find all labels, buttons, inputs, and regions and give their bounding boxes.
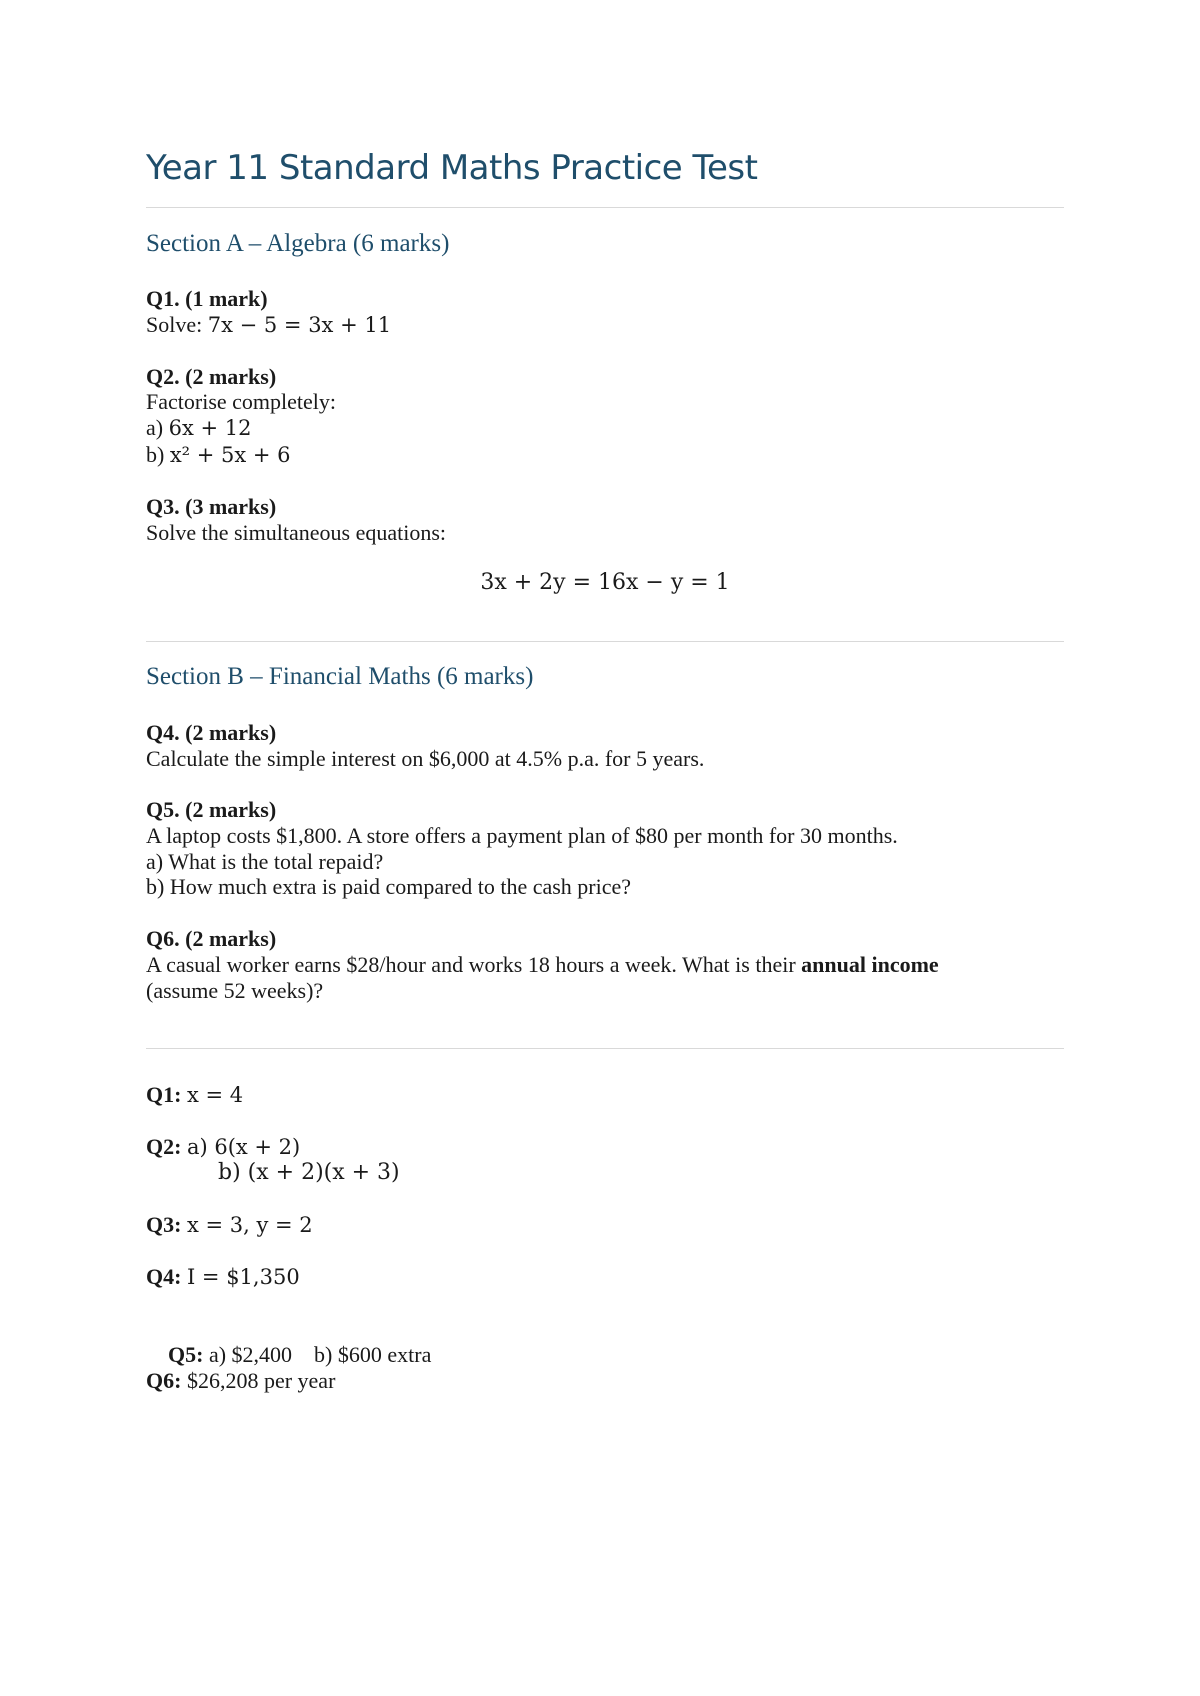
q1-text [146,312,391,338]
q1-label: Q1. (1 mark) [146,286,268,311]
q2-part-a [146,415,251,441]
answer-q6-value: $26,208 per year [186,1368,336,1393]
answer-q1-value: x = 4 [186,1083,244,1107]
q6-label: Q6. (2 marks) [146,926,277,951]
q3-label: Q3. (3 marks) [146,494,277,519]
q4-text: Calculate the simple interest on $6,000 at 4.5% p.a. for 5 years. [146,746,705,771]
q2-part-b [146,442,291,468]
answer-q6-label: Q6: [146,1368,182,1393]
answer-q1-label: Q1: [146,1082,182,1107]
answer-q2-label: Q2: [146,1134,182,1159]
q2-label: Q2. (2 marks) [146,364,277,389]
answer-q5-label: Q5: [168,1342,204,1367]
divider [146,641,1064,642]
q5-part-a: a) What is the total repaid? [146,849,384,874]
answer-q2-part-b: b) (x + 2)(x + 3) [218,1160,400,1185]
q2-part-b-prefix: b) [146,442,170,467]
answer-q3-value: x = 3, y = 2 [186,1213,313,1237]
answer-q5-value: a) $2,400 b) $600 extra [208,1342,432,1367]
answer-q4 [146,1264,300,1290]
section-b-heading: Section B – Financial Maths (6 marks) [146,663,534,690]
answer-q3 [146,1212,313,1238]
q1-prefix: Solve: [146,312,208,337]
answer-q2-part-a: a) 6(x + 2) [186,1135,301,1159]
q3-equation: 3x + 2y = 16x − y = 1 [480,570,730,595]
q5-part-b: b) How much extra is paid compared to the cash price? [146,874,632,899]
q2-prompt: Factorise completely: [146,389,336,414]
answer-q2 [146,1134,300,1160]
divider [146,207,1064,208]
q4-label: Q4. (2 marks) [146,720,277,745]
q6-text-line1 [146,952,939,978]
q6-text-before: A casual worker earns $28/hour and works 18 hours a week. What is their [146,952,802,977]
q3-prompt: Solve the simultaneous equations: [146,520,447,545]
q1-equation: 7x − 5 = 3x + 11 [207,313,392,337]
page-title: Year 11 Standard Maths Practice Test [146,148,758,188]
q2-part-a-math: 6x + 12 [168,416,252,440]
q5-label: Q5. (2 marks) [146,797,277,822]
q6-text-bold: annual income [801,952,939,977]
answer-q1 [146,1082,243,1108]
q2-part-b-math: x² + 5x + 6 [169,443,291,467]
answer-q4-label: Q4: [146,1264,182,1289]
answer-q3-label: Q3: [146,1212,182,1237]
answer-q6 [146,1368,335,1394]
answer-q4-value: I = $1,350 [186,1265,300,1289]
divider [146,1048,1064,1049]
q5-text: A laptop costs $1,800. A store offers a payment plan of $80 per month for 30 months. [146,823,898,848]
q2-part-a-prefix: a) [146,415,169,440]
section-a-heading: Section A – Algebra (6 marks) [146,230,450,257]
q6-text-after: (assume 52 weeks)? [146,978,324,1003]
